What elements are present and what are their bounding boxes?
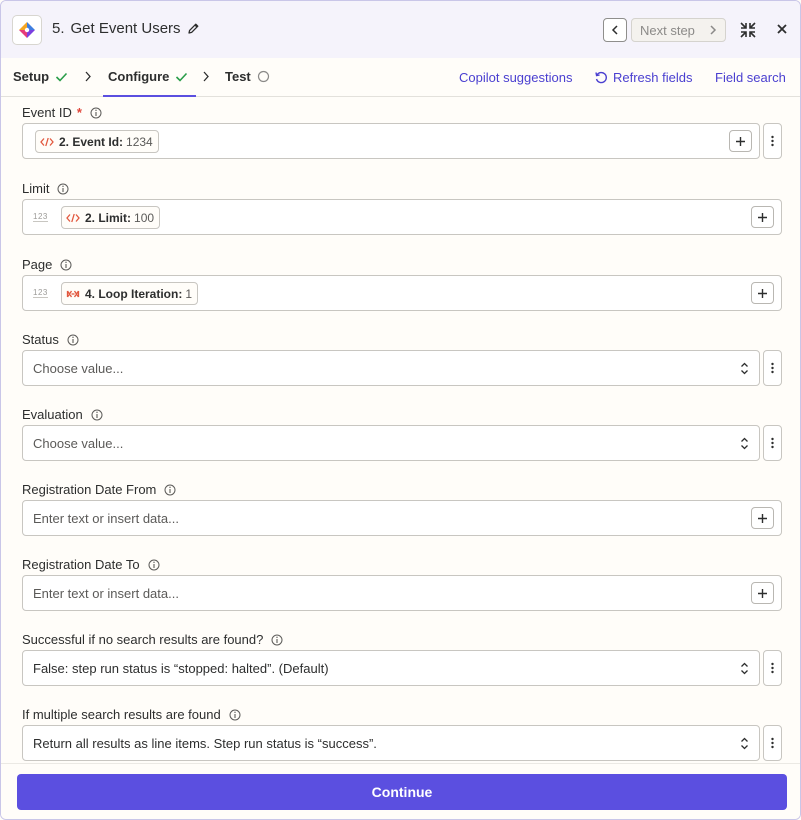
data-pill[interactable] (35, 130, 159, 153)
info-icon[interactable] (57, 183, 69, 195)
registration-date-from-input[interactable] (22, 500, 782, 536)
pending-circle-icon (257, 70, 270, 83)
evaluation-label (22, 407, 103, 422)
field-label-text: Registration Date To (22, 557, 140, 572)
pencil-icon[interactable] (187, 22, 200, 35)
field-label-text: If multiple search results are found (22, 707, 221, 722)
chevron-right-icon (709, 25, 717, 35)
evaluation-select[interactable] (22, 425, 760, 461)
check-icon (175, 72, 188, 82)
field-label-text: Registration Date From (22, 482, 157, 497)
field-search-link[interactable] (715, 70, 786, 85)
limit-input[interactable] (22, 199, 782, 235)
select-updown-icon (740, 362, 749, 375)
data-pill[interactable] (61, 206, 160, 229)
field-label-text: Successful if no search results are found? (22, 632, 264, 647)
insert-data-button[interactable] (751, 582, 774, 604)
tab-setup[interactable] (13, 69, 68, 84)
close-icon[interactable] (775, 22, 789, 36)
limit-label (22, 181, 69, 196)
tab-label: Test (225, 69, 251, 84)
field-label-text: Limit (22, 181, 50, 196)
next-step-label: Next step (640, 22, 695, 38)
multiple-results-select[interactable] (22, 725, 760, 761)
field-label-text: Page (22, 257, 53, 272)
plus-icon (735, 136, 746, 147)
panel-header (1, 1, 800, 58)
select-placeholder: Choose value... (33, 436, 124, 451)
copilot-suggestions-link[interactable] (459, 70, 572, 85)
select-placeholder: Choose value... (33, 361, 124, 376)
status-select[interactable] (22, 350, 760, 386)
select-updown-icon (740, 737, 749, 750)
info-icon[interactable] (67, 334, 79, 346)
tab-label: Setup (13, 69, 50, 84)
pill-label: 2. Limit: (85, 210, 132, 225)
input-placeholder: Enter text or insert data... (33, 586, 179, 601)
data-pill[interactable] (61, 282, 198, 305)
chevron-right-icon (202, 71, 210, 82)
info-icon[interactable] (91, 409, 103, 421)
number-type-tag: 123 (33, 212, 48, 221)
refresh-icon (594, 71, 608, 85)
pill-label: 2. Event Id: (59, 134, 124, 149)
plus-icon (757, 288, 768, 299)
event-id-label (22, 105, 102, 120)
previous-step-button[interactable] (603, 18, 627, 42)
panel-footer (1, 763, 800, 820)
number-type-tag: 123 (33, 288, 48, 297)
evaluation-more-button[interactable] (763, 425, 782, 461)
refresh-fields-label: Refresh fields (613, 70, 693, 85)
field-search-label: Field search (715, 70, 786, 85)
pill-value: 1234 (126, 134, 153, 149)
code-icon (66, 213, 80, 223)
copilot-suggestions-label: Copilot suggestions (459, 70, 573, 85)
plus-icon (757, 513, 768, 524)
app-logo-icon (12, 15, 42, 45)
required-mark: * (76, 105, 82, 120)
multiple-results-label (22, 707, 241, 722)
field-label-text: Event ID (22, 105, 72, 120)
step-title[interactable] (52, 20, 200, 37)
pill-label: 4. Loop Iteration: (85, 286, 183, 301)
info-icon[interactable] (90, 107, 102, 119)
page-label (22, 257, 72, 272)
more-vertical-icon (771, 437, 774, 449)
pill-value: 1 (185, 286, 193, 301)
registration-date-to-label (22, 557, 160, 572)
info-icon[interactable] (164, 484, 176, 496)
select-value: Return all results as line items. Step run status is “success”. (33, 736, 377, 751)
registration-date-to-input[interactable] (22, 575, 782, 611)
select-value: False: step run status is “stopped: halted”. (Default) (33, 661, 329, 676)
insert-data-button[interactable] (729, 130, 752, 152)
step-number: 5. (52, 20, 65, 37)
check-icon (55, 72, 68, 82)
more-vertical-icon (771, 737, 774, 749)
field-label-text: Status (22, 332, 59, 347)
step-name: Get Event Users (70, 20, 181, 37)
pill-value: 100 (134, 210, 155, 225)
chevron-left-icon (611, 25, 619, 35)
code-icon (40, 137, 54, 147)
plus-icon (757, 588, 768, 599)
tab-label: Configure (108, 69, 170, 84)
field-label-text: Evaluation (22, 407, 83, 422)
multiple-results-more-button[interactable] (763, 725, 782, 761)
registration-date-from-label (22, 482, 176, 497)
chevron-right-icon (84, 71, 92, 82)
info-icon[interactable] (148, 559, 160, 571)
more-vertical-icon (771, 662, 774, 674)
insert-data-button[interactable] (751, 507, 774, 529)
input-placeholder: Enter text or insert data... (33, 511, 179, 526)
collapse-icon[interactable] (739, 21, 757, 39)
more-vertical-icon (771, 135, 774, 147)
insert-data-button[interactable] (751, 282, 774, 304)
tab-configure[interactable] (108, 69, 188, 84)
page-input[interactable] (22, 275, 782, 311)
select-updown-icon (740, 437, 749, 450)
no-results-select[interactable] (22, 650, 760, 686)
info-icon[interactable] (229, 709, 241, 721)
no-results-more-button[interactable] (763, 650, 782, 686)
continue-button[interactable]: Continue (17, 774, 787, 810)
event-id-more-button[interactable] (763, 123, 782, 159)
status-more-button[interactable] (763, 350, 782, 386)
step-tabs (1, 58, 800, 97)
tab-test[interactable] (225, 69, 270, 84)
info-icon[interactable] (271, 634, 283, 646)
insert-data-button[interactable] (751, 206, 774, 228)
plus-icon (757, 212, 768, 223)
select-updown-icon (740, 662, 749, 675)
more-vertical-icon (771, 362, 774, 374)
status-label (22, 332, 79, 347)
event-id-input[interactable] (22, 123, 760, 159)
info-icon[interactable] (60, 259, 72, 271)
no-results-label (22, 632, 283, 647)
loop-icon (66, 289, 80, 299)
next-step-button[interactable] (631, 18, 726, 42)
refresh-fields-button[interactable] (594, 70, 692, 85)
